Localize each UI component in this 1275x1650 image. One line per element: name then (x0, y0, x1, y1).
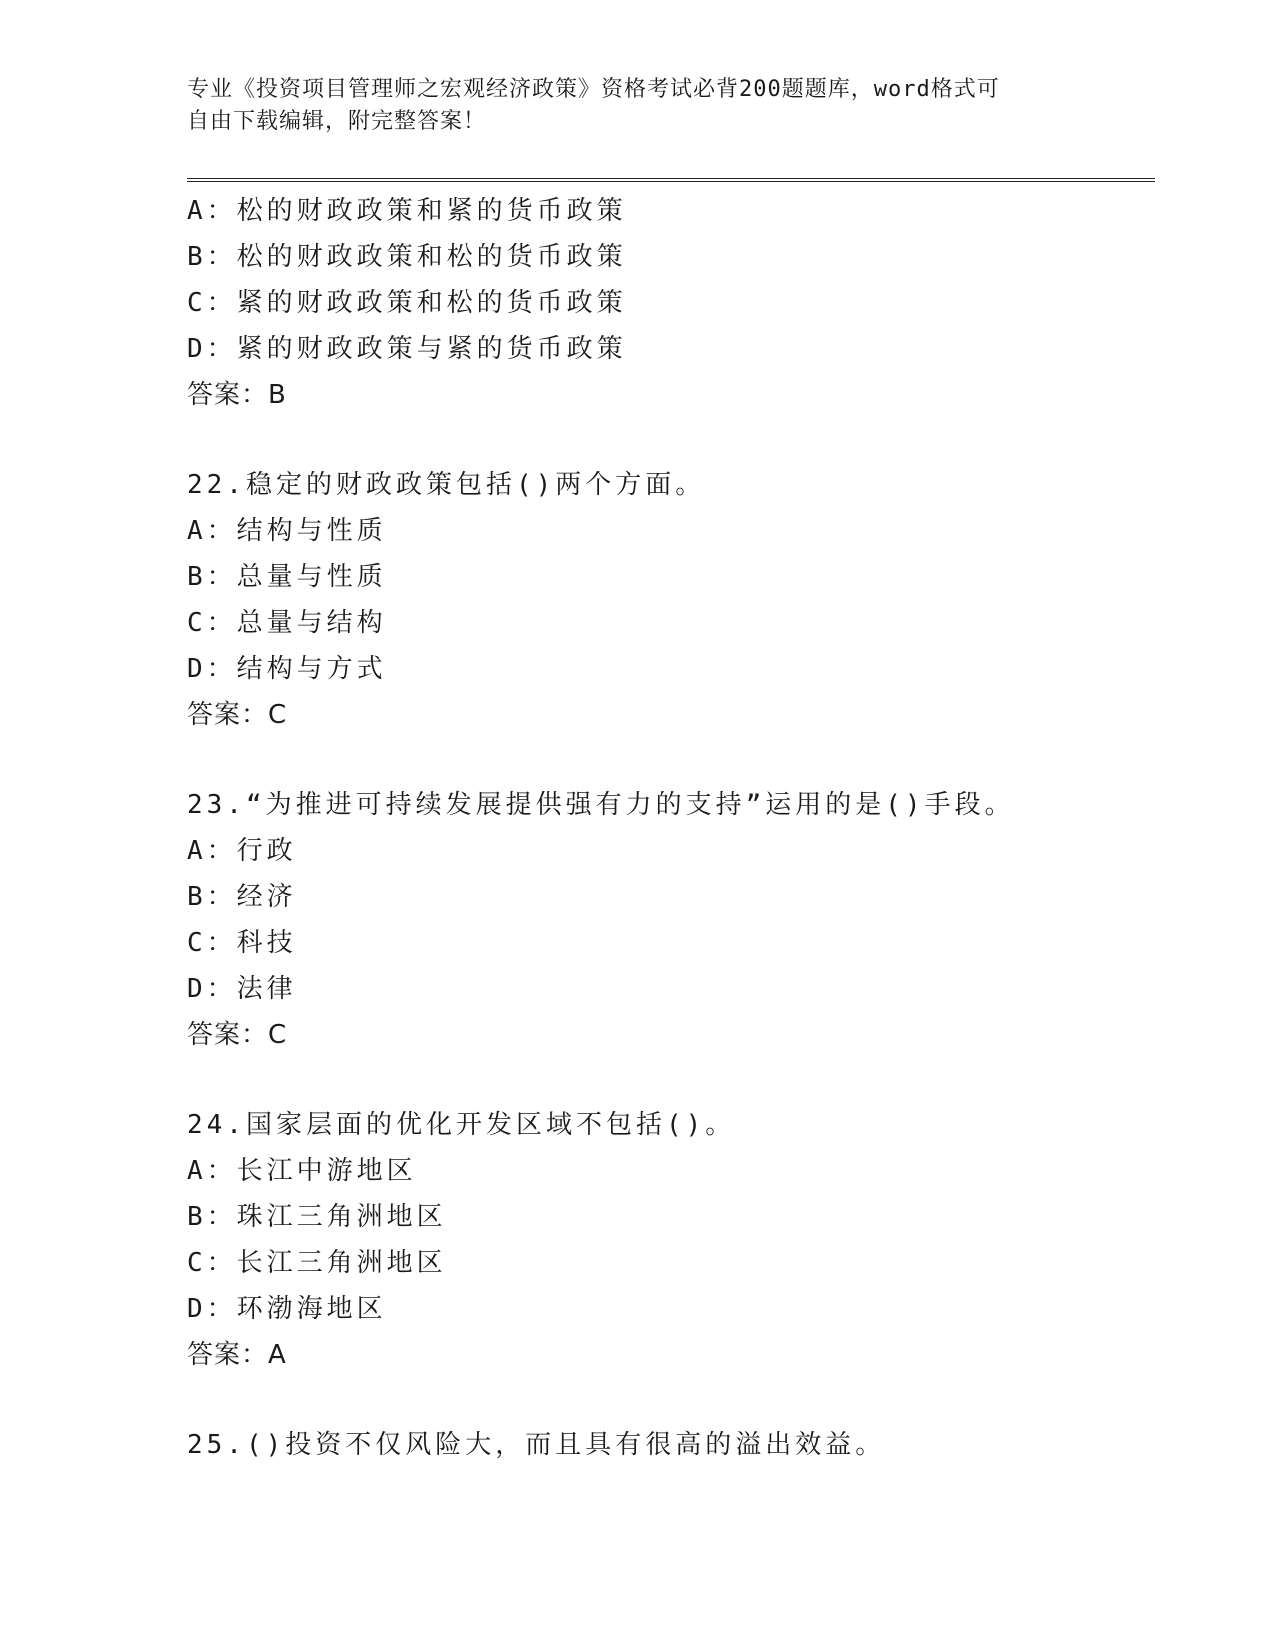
option-c: C：总量与结构 (187, 608, 387, 638)
question-stem: 23.“为推进可持续发展提供强有力的支持”运用的是()手段。 (187, 790, 1015, 820)
question-stem: 22.稳定的财政政策包括()两个方面。 (187, 470, 706, 500)
header-divider (187, 178, 1155, 182)
answer-line: 答案：A (187, 1340, 287, 1370)
option-d: D：法律 (187, 974, 297, 1004)
answer-line: 答案：B (187, 380, 287, 410)
option-a: A：长江中游地区 (187, 1156, 417, 1186)
option-c: C：长江三角洲地区 (187, 1248, 447, 1278)
option-a: A：结构与性质 (187, 516, 387, 546)
question-block-25 (187, 1422, 1155, 1468)
option-d: D：结构与方式 (187, 654, 387, 684)
option-a: A：行政 (187, 836, 297, 866)
spacer (187, 1378, 1155, 1422)
question-list (187, 188, 1155, 1468)
answer-line: 答案：C (187, 700, 288, 730)
option-d: D：紧的财政政策与紧的货币政策 (187, 334, 627, 364)
option-b: B：经济 (187, 882, 297, 912)
question-stem: 24.国家层面的优化开发区域不包括()。 (187, 1110, 736, 1140)
question-block-22 (187, 462, 1155, 738)
option-d: D：环渤海地区 (187, 1294, 387, 1324)
option-b: B：松的财政政策和松的货币政策 (187, 242, 627, 272)
option-a: A：松的财政政策和紧的货币政策 (187, 196, 627, 226)
question-block-24 (187, 1102, 1155, 1378)
spacer (187, 1058, 1155, 1102)
document-header (187, 74, 1067, 138)
spacer (187, 738, 1155, 782)
question-block-23 (187, 782, 1155, 1058)
question-block-21 (187, 188, 1155, 418)
header-line-1: 专业《投资项目管理师之宏观经济政策》资格考试必背200题题库，word格式可 (187, 77, 1000, 102)
question-stem: 25.()投资不仅风险大，而且具有很高的溢出效益。 (187, 1430, 886, 1460)
header-line-2: 自由下载编辑，附完整答案！ (187, 109, 487, 134)
answer-line: 答案：C (187, 1020, 288, 1050)
option-b: B：珠江三角洲地区 (187, 1202, 447, 1232)
option-c: C：科技 (187, 928, 297, 958)
option-c: C：紧的财政政策和松的货币政策 (187, 288, 627, 318)
spacer (187, 418, 1155, 462)
option-b: B：总量与性质 (187, 562, 387, 592)
